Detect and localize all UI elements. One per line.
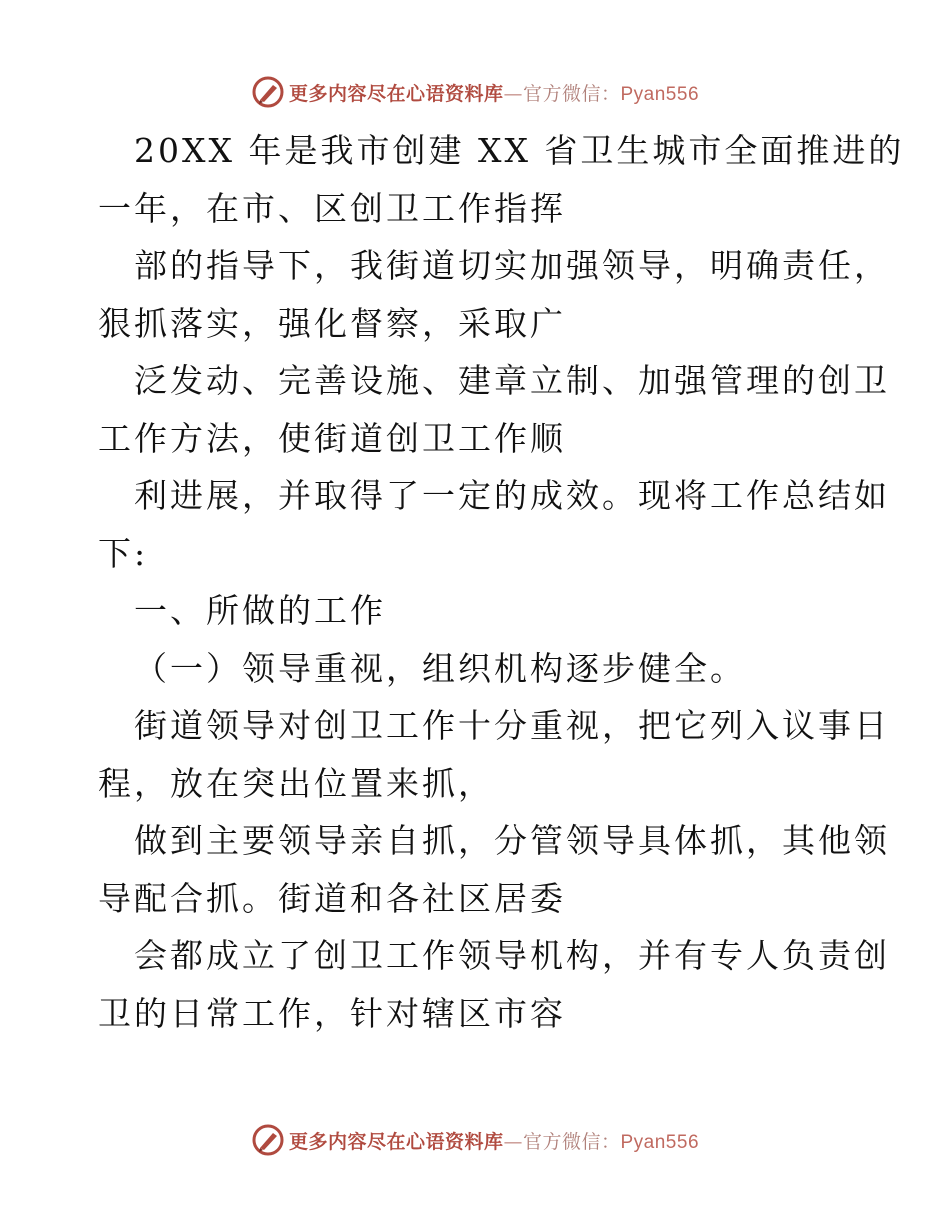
text-line: 工作方法，使街道创卫工作顺 [98, 418, 566, 458]
text-line: 20XX 年是我市创建 XX 省卫生城市全面推进的 [134, 131, 905, 170]
subsection-heading: （一）领导重视，组织机构逐步健全。 [134, 648, 746, 688]
text-line: 会都成立了创卫工作领导机构，并有专人负责创 [134, 936, 890, 975]
watermark-site: 更多内容尽在心语资料库 [288, 1130, 504, 1153]
text-line: 一年，在市、区创卫工作指挥 [98, 188, 566, 228]
section-heading: 一、所做的工作 [134, 591, 386, 630]
text-line: 狠抓落实，强化督察，采取广 [98, 303, 566, 343]
watermark-id: Pyan556 [620, 83, 700, 105]
text-line: 程，放在突出位置来抓， [98, 763, 494, 803]
watermark-header [0, 72, 950, 112]
text-line: 泛发动、完善设施、建章立制、加强管理的创卫 [134, 361, 890, 400]
text-line: 街道领导对创卫工作十分重视，把它列入议事日 [134, 706, 890, 745]
watermark-dash: — [503, 82, 523, 105]
text-line: 导配合抓。街道和各社区居委 [98, 878, 566, 918]
watermark-label: 官方微信： [522, 82, 621, 105]
watermark-dash: — [503, 1130, 523, 1153]
text-line: 做到主要领导亲自抓，分管领导具体抓，其他领 [134, 821, 890, 860]
watermark-id: Pyan556 [620, 1131, 700, 1153]
watermark-text [289, 79, 699, 106]
text-line: 卫的日常工作，针对辖区市容 [98, 993, 566, 1033]
text-line: 下: [98, 533, 149, 573]
watermark-site: 更多内容尽在心语资料库 [288, 82, 504, 105]
pen-seal-icon [251, 75, 285, 109]
watermark-footer [0, 1120, 950, 1160]
watermark-text [289, 1127, 699, 1154]
pen-seal-icon [251, 1123, 285, 1157]
text-line: 部的指导下，我街道切实加强领导，明确责任， [134, 246, 890, 285]
text-line: 利进展，并取得了一定的成效。现将工作总结如 [134, 476, 890, 515]
document-body [98, 122, 905, 1042]
watermark-label: 官方微信： [522, 1130, 621, 1153]
